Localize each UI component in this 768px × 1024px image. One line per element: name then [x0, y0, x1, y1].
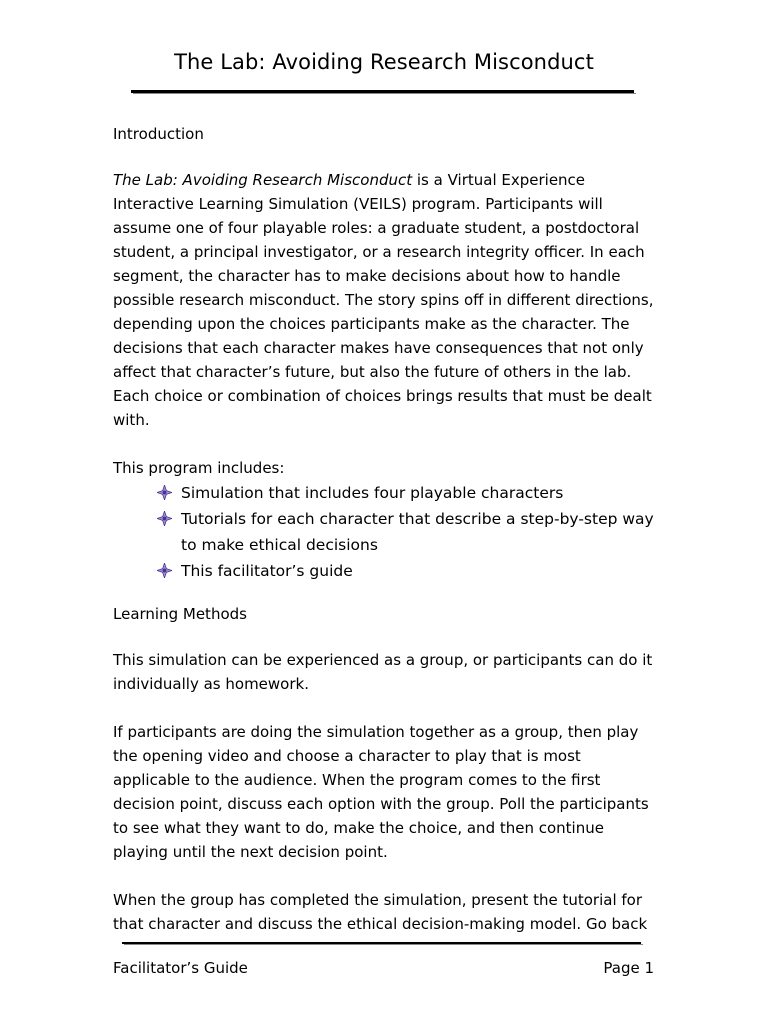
intro-paragraph-text: is a Virtual Experience Interactive Learning Simulation (VEILS) program. Participants will assume one of four playable roles: a graduate student, a postdoctoral student, a principal investigator, or a research integrity officer. In each segment, the character has to make decisions about how to handle possible research misconduct. The story spins off in different directions, depending upon the choices participants make as the character. The decisions that each character makes have consequences that not only affect that character’s future, but also the future of others in the lab. Each choice or combination of choices brings results that must be dealt with.	[113, 171, 654, 429]
methods-paragraph-1: This simulation can be experienced as a group, or participants can do it individually as homework.	[113, 651, 653, 693]
footer-guide-label: Facilitator’s Guide	[113, 959, 248, 977]
list-item: This facilitator’s guide	[157, 558, 658, 584]
methods-paragraph-3: When the group has completed the simulation, present the tutorial for that character and discuss the ethical decision-making model. Go back	[113, 891, 648, 933]
footer-rule-shadow	[124, 944, 643, 945]
includes-list	[113, 480, 658, 584]
page-body	[113, 124, 658, 936]
page-title: The Lab: Avoiding Research Misconduct	[174, 50, 594, 74]
intro-heading: Introduction	[113, 125, 204, 143]
page-number: Page 1	[603, 959, 654, 977]
list-item: Simulation that includes four playable characters	[157, 480, 658, 506]
includes-label: This program includes:	[113, 459, 285, 477]
program-title-italic: The Lab: Avoiding Research Misconduct	[113, 171, 413, 189]
intro-paragraph	[113, 168, 658, 432]
diamond-star-bullet-icon	[157, 485, 172, 500]
diamond-star-bullet-icon	[157, 563, 172, 578]
methods-paragraph-2: If participants are doing the simulation together as a group, then play the opening video and choose a character to play that is most applicable to the audience. When the program comes to the first decision point, discuss each option with the group. Poll the participants to see what they want to do, make the choice, and then continue playing until the next decision point.	[113, 723, 649, 861]
diamond-star-bullet-icon	[157, 511, 172, 526]
list-item: Tutorials for each character that describe a step-by-step way to make ethical decisions	[157, 506, 658, 558]
header-rule-shadow	[133, 93, 636, 94]
methods-heading: Learning Methods	[113, 605, 247, 623]
